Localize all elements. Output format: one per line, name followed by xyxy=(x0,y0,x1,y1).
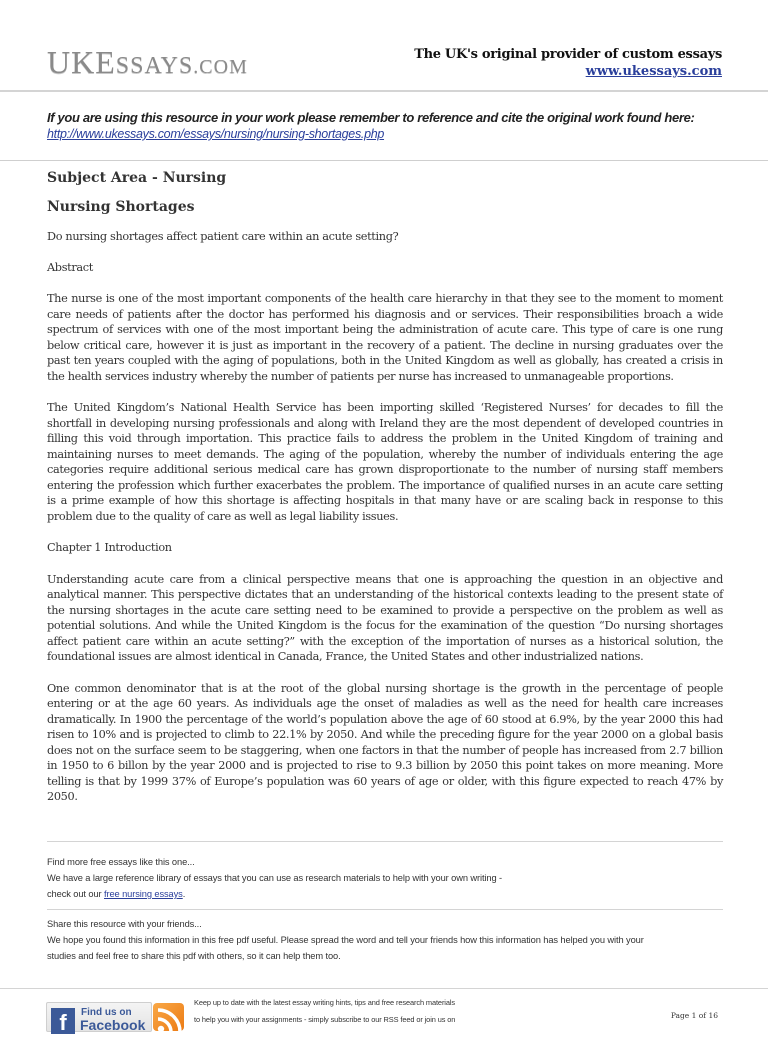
share-line-1: We hope you found this information in this free pdf useful. Please spread the word and tell your friends how this information has helped you with your xyxy=(47,935,644,945)
share-section xyxy=(47,916,737,964)
footer-divider-1 xyxy=(47,841,723,842)
essay-question: Do nursing shortages affect patient care within an acute setting? xyxy=(47,230,399,243)
page-header xyxy=(0,0,768,92)
abstract-heading: Abstract xyxy=(47,260,93,274)
ukessays-logo[interactable] xyxy=(47,44,248,81)
rss-icon xyxy=(157,1007,183,1033)
logo-ssays: SSAYS xyxy=(115,53,194,79)
chapter-heading: Chapter 1 Introduction xyxy=(47,541,172,554)
share-line-2: studies and feel free to share this pdf with others, so it can help them too. xyxy=(47,951,341,961)
find-more-suffix: . xyxy=(182,889,186,899)
share-heading: Share this resource with your friends... xyxy=(47,919,202,929)
rss-promo-line-2: to help you with your assignments - simply subscribe to our RSS feed or join us on xyxy=(194,1015,456,1024)
find-more-line-1: We have a large reference library of essays that you can use as research materials to help with your own writing - xyxy=(47,873,503,883)
find-more-line-2 xyxy=(47,886,737,902)
header-divider xyxy=(0,160,768,161)
find-more-prefix: check out our xyxy=(47,889,104,899)
site-link[interactable]: www.ukessays.com xyxy=(585,64,722,79)
free-nursing-essays-link[interactable]: free nursing essays xyxy=(104,889,183,899)
rss-promo-text xyxy=(194,994,455,1028)
find-more-heading: Find more free essays like this one... xyxy=(47,857,195,867)
rss-promo-line-1: Keep up to date with the latest essay writing hints, tips and free research materials xyxy=(194,998,455,1007)
logo-e: E xyxy=(95,44,116,80)
logo-com: .COM xyxy=(193,56,248,78)
facebook-name-text: Facebook xyxy=(80,1017,146,1033)
citation-text: If you are using this resource in your work please remember to reference and cite the original work found here: xyxy=(47,110,695,125)
page-number: Page 1 of 16 xyxy=(670,1011,718,1020)
facebook-icon: f xyxy=(51,1008,75,1034)
header-tagline-block xyxy=(414,47,722,79)
abstract-paragraph-1: The nurse is one of the most important components of the health care hierarchy in that they see to the moment to moment care needs of patients after the doctor has performed his diagnosis and or services. Their responsibilities broach a wide spectrum of services with one of the most important being the administration of acute care. This type of care is one rung below critical care, however it is just as important in the recovery of a patient. The decline in nursing graduates over the past ten years coupled with the aging of populations, both in the United Kingdom as well as globally, has created a crisis in the health services industry whereby the number of patients per nurse has increased to unmanageable proportions. xyxy=(47,292,723,383)
abstract-paragraph-2: The United Kingdom’s National Health Service has been importing skilled ‘Registered Nurses’ for decades to fill the shortfall in developing nursing professionals and along with Ireland they are the most dependent of developed countries in filling this void through importation. This practice fails to address the problem in the United Kingdom of training and maintaining nurses to meet demands. The aging of the population, whereby the number of individuals entering the age categories require additional serious medical care has grown disproportionate to the number of nursing staff members entering the profession which further exacerbates the problem. The importance of qualified nurses in an acute care setting is a prime example of how this shortage is affecting hospitals in that many have or are scaling back in response to this problem due to the quality of care as well as legal liability issues. xyxy=(47,401,723,523)
citation-url-link[interactable]: http://www.ukessays.com/essays/nursing/nursing-shortages.php xyxy=(47,127,385,141)
facebook-badge-button[interactable] xyxy=(46,1002,152,1035)
tagline: The UK's original provider of custom essays xyxy=(414,47,722,62)
facebook-find-text: Find us on xyxy=(81,1007,132,1018)
citation-notice xyxy=(47,110,727,143)
chapter-paragraph-1: Understanding acute care from a clinical perspective means that one is approaching the question in an objective and analytical manner. This perspective dictates that an understanding of the historical contexts leading to the present state of the nursing shortages in the acute care setting need to be examined to provide a perspective on the problem as well as potential solutions. And while the United Kingdom is the focus for the examination of the question “Do nursing shortages affect patient care within an acute setting?” with the exception of the importation of nurses as a historical solution, the foundational issues are almost identical in Canada, France, the United States and other industrialized nations. xyxy=(47,572,723,663)
find-more-section xyxy=(47,854,737,902)
footer-divider-2 xyxy=(47,909,723,910)
essay-title: Nursing Shortages xyxy=(47,199,195,215)
bottom-divider xyxy=(0,988,768,989)
logo-uk: UK xyxy=(47,44,96,80)
document-body xyxy=(47,170,723,821)
rss-feed-button[interactable] xyxy=(153,1003,184,1031)
chapter-paragraph-2: One common denominator that is at the root of the global nursing shortage is the growth in the percentage of people entering or at the age 60 years. As individuals age the onset of maladies as well as the need for health care increases dramatically. In 1900 the percentage of the world’s population above the age of 60 stood at 6.9%, by the year 2000 this had risen to 10% and is projected to climb to 22.1% by 2050. And while the preceding figure for the year 2000 on a global basis does not on the surface seem to be staggering, when one factors in that the number of people has increased from 2.7 billion in 1950 to 6 billon by the year 2000 and is projected to rise to 9.3 billion by 2050 this point takes on more meaning. More telling is that by 1999 37% of Europe’s population was 60 years of age or older, with this figure expected to reach 47% by 2050. xyxy=(47,681,723,803)
subject-area-heading: Subject Area - Nursing xyxy=(47,170,227,186)
